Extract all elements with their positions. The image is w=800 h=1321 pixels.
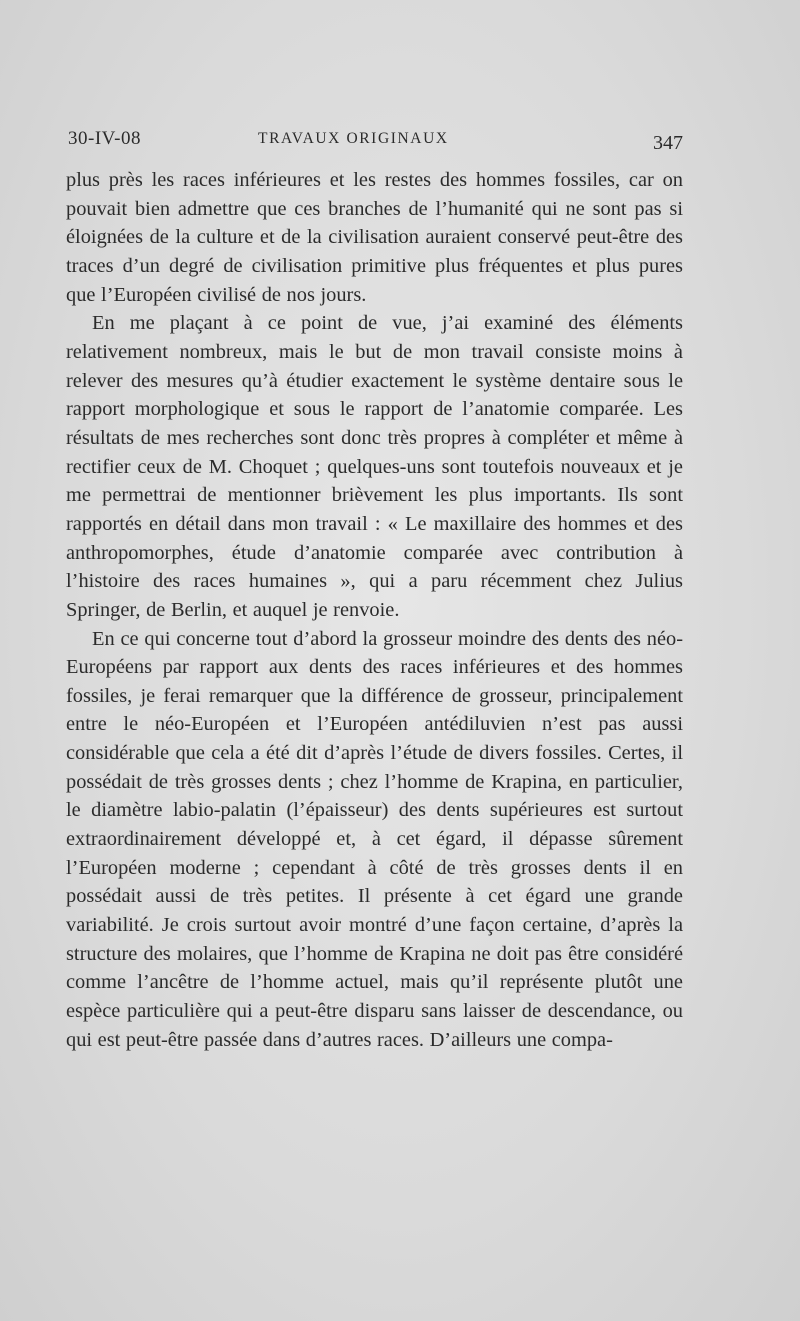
- body-text: [66, 166, 683, 1054]
- paragraph-tooth-size: En ce qui concerne tout d’abord la grosseur moindre des dents des néo-Européens par rapport aux dents des races inférieures et des hommes fossiles, je ferai remarquer que la différence de grosseur, principalement entre le néo-Européen et l’Européen antédiluvien n’est pas aussi considérable que cela a été dit d’après l’étude de divers fossiles. Certes, il possédait de très grosses dents ; chez l’homme de Krapina, en particulier, le diamètre labio-palatin (l’épaisseur) des dents supérieures est surtout extraordinairement développé et, à cet égard, il dépasse sûrement l’Européen moderne ; cependant à côté de très grosses dents il en possédait aussi de très petites. Il présente à cet égard une grande variabilité. Je crois surtout avoir montré d’une façon certaine, d’après la structure des molaires, que l’homme de Krapina ne doit pas être considéré comme l’ancêtre de l’homme actuel, mais qu’il représente plutôt une espèce particulière qui a peut-être disparu sans laisser de descendance, ou qui est peut-être passée dans d’autres races. D’ailleurs une compa-: [66, 627, 683, 1051]
- page-number: 347: [653, 132, 683, 154]
- paragraph-examination: En me plaçant à ce point de vue, j’ai examiné des éléments relativement nombreux, mais le but de mon travail consiste moins à relever des mesures qu’à étudier exactement le système dentaire sous le rapport morphologique et sous le rapport de l’anatomie comparée. Les résultats de mes recherches sont donc très propres à compléter et même à rectifier ceux de M. Choquet ; quelques-uns sont toutefois nouveaux et je me permettrai de mentionner brièvement les plus importants. Ils sont rapportés en détail dans mon travail : « Le maxillaire des hommes et des anthropomorphes, étude d’anatomie comparée avec contribution à l’histoire des races humaines », qui a paru récemment chez Julius Springer, de Berlin, et auquel je renvoie.: [66, 312, 683, 621]
- header-date: 30-IV-08: [68, 128, 141, 149]
- header-section-title: TRAVAUX ORIGINAUX: [258, 130, 449, 147]
- running-head: [68, 128, 683, 160]
- paragraph-continuation: plus près les races inférieures et les restes des hommes fossiles, car on pouvait bien admettre que ces branches de l’humanité qui ne sont pas si éloignées de la culture et de la civilisation auraient conservé peut-être des traces d’un degré de civilisation primitive plus fréquentes et plus pures que l’Européen civilisé de nos jours.: [66, 169, 683, 306]
